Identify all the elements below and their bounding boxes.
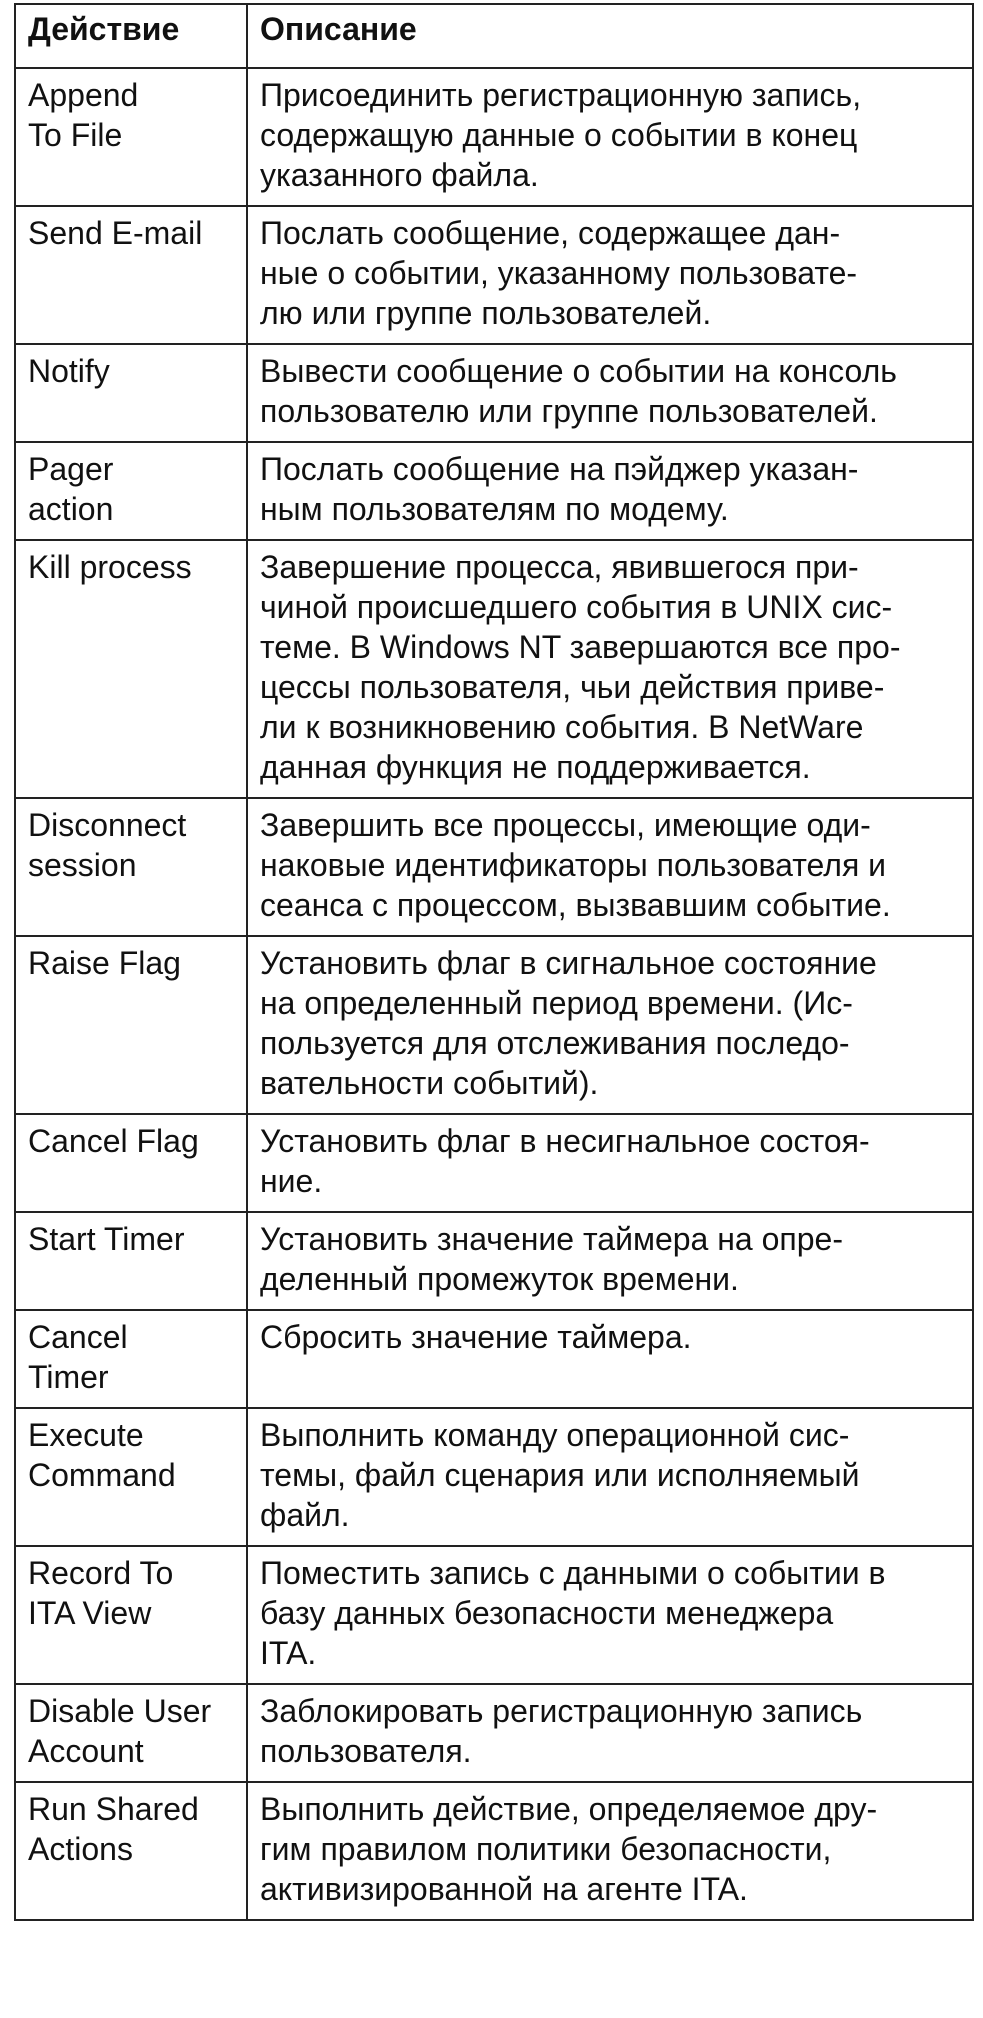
description-cell <box>247 1546 973 1684</box>
action-cell <box>15 344 247 442</box>
description-cell <box>247 936 973 1114</box>
description-line: Вывести сообщение о событии на консоль <box>260 353 897 389</box>
action-name-line: Cancel Flag <box>28 1123 199 1159</box>
table-row <box>15 1782 973 1920</box>
action-name-line: Start Timer <box>28 1221 185 1257</box>
action-cell <box>15 798 247 936</box>
description-line: деленный промежуток времени. <box>260 1261 739 1297</box>
action-name-line: To File <box>28 117 123 153</box>
action-name-line: Kill process <box>28 549 192 585</box>
description-line: Установить флаг в несигнальное состоя- <box>260 1123 870 1159</box>
description-line: вательности событий). <box>260 1065 599 1101</box>
action-name-line: Send E-mail <box>28 215 203 251</box>
action-name-line: session <box>28 847 137 883</box>
description-cell <box>247 206 973 344</box>
action-cell <box>15 1684 247 1782</box>
description-line: ные о событии, указанному пользовате- <box>260 255 858 291</box>
description-line: гим правилом политики безопасности, <box>260 1831 832 1867</box>
description-line: пользуется для отслеживания последо- <box>260 1025 850 1061</box>
description-line: Установить флаг в сигнальное состояние <box>260 945 877 981</box>
description-line: данная функция не поддерживается. <box>260 749 811 785</box>
table-header-row <box>15 4 973 68</box>
description-line: Заблокировать регистрационную запись <box>260 1693 863 1729</box>
header-action: Действие <box>15 4 247 68</box>
table-row <box>15 206 973 344</box>
description-cell <box>247 798 973 936</box>
table-row <box>15 1684 973 1782</box>
description-line: базу данных безопасности менеджера <box>260 1595 834 1631</box>
table-row <box>15 1310 973 1408</box>
actions-table <box>14 3 974 1921</box>
table-row <box>15 68 973 206</box>
action-name-line: Command <box>28 1457 176 1493</box>
action-cell <box>15 540 247 798</box>
description-line: чиной происшедшего события в UNIX сис- <box>260 589 893 625</box>
description-line: лю или группе пользователей. <box>260 295 712 331</box>
description-line: Установить значение таймера на опре- <box>260 1221 843 1257</box>
description-cell <box>247 442 973 540</box>
action-cell <box>15 1114 247 1212</box>
description-cell <box>247 1114 973 1212</box>
description-cell <box>247 1782 973 1920</box>
table-row <box>15 936 973 1114</box>
description-line: наковые идентификаторы пользователя и <box>260 847 887 883</box>
description-line: указанного файла. <box>260 157 539 193</box>
action-name-line: Disconnect <box>28 807 187 843</box>
action-name-line: Execute <box>28 1417 144 1453</box>
description-line: Сбросить значение таймера. <box>260 1319 692 1355</box>
description-line: Завершить все процессы, имеющие оди- <box>260 807 871 843</box>
description-line: Послать сообщение на пэйджер указан- <box>260 451 859 487</box>
table-row <box>15 344 973 442</box>
action-name-line: Append <box>28 77 139 113</box>
description-line: активизированной на агенте ITA. <box>260 1871 748 1907</box>
action-cell <box>15 1212 247 1310</box>
table-row <box>15 540 973 798</box>
table-row <box>15 798 973 936</box>
description-line: на определенный период времени. (Ис- <box>260 985 853 1021</box>
header-description: Описание <box>247 4 973 68</box>
description-line: ли к возникновению события. В NetWare <box>260 709 864 745</box>
description-line: ITA. <box>260 1635 317 1671</box>
description-line: Завершение процесса, явившегося при- <box>260 549 859 585</box>
description-line: Выполнить действие, определяемое дру- <box>260 1791 878 1827</box>
description-line: пользователя. <box>260 1733 472 1769</box>
action-cell <box>15 1310 247 1408</box>
action-name-line: Disable User <box>28 1693 212 1729</box>
table-row <box>15 1212 973 1310</box>
action-name-line: Pager <box>28 451 114 487</box>
description-line: Выполнить команду операционной сис- <box>260 1417 850 1453</box>
description-line: темы, файл сценария или исполняемый <box>260 1457 860 1493</box>
description-line: Присоединить регистрационную запись, <box>260 77 862 113</box>
description-cell <box>247 1408 973 1546</box>
table-row <box>15 442 973 540</box>
action-cell <box>15 1782 247 1920</box>
description-cell <box>247 344 973 442</box>
description-cell <box>247 540 973 798</box>
table-row <box>15 1546 973 1684</box>
action-name-line: Account <box>28 1733 144 1769</box>
action-cell <box>15 1546 247 1684</box>
action-cell <box>15 1408 247 1546</box>
action-cell <box>15 442 247 540</box>
action-name-line: Timer <box>28 1359 109 1395</box>
description-line: ным пользователям по модему. <box>260 491 729 527</box>
table-row <box>15 1408 973 1546</box>
description-line: содержащую данные о событии в конец <box>260 117 858 153</box>
action-cell <box>15 68 247 206</box>
action-name-line: Raise Flag <box>28 945 181 981</box>
description-cell <box>247 68 973 206</box>
table-body <box>15 68 973 1920</box>
description-line: Послать сообщение, содержащее дан- <box>260 215 841 251</box>
description-line: файл. <box>260 1497 350 1533</box>
action-name-line: Cancel <box>28 1319 128 1355</box>
description-line: пользователю или группе пользователей. <box>260 393 878 429</box>
description-line: теме. В Windows NT завершаются все про- <box>260 629 901 665</box>
action-cell <box>15 206 247 344</box>
action-name-line: ITA View <box>28 1595 152 1631</box>
description-cell <box>247 1310 973 1408</box>
action-name-line: Notify <box>28 353 110 389</box>
table-row <box>15 1114 973 1212</box>
description-line: Поместить запись с данными о событии в <box>260 1555 886 1591</box>
action-name-line: Record To <box>28 1555 174 1591</box>
action-name-line: Actions <box>28 1831 133 1867</box>
action-name-line: action <box>28 491 114 527</box>
description-line: цессы пользователя, чьи действия приве- <box>260 669 885 705</box>
description-line: сеанса с процессом, вызвавшим событие. <box>260 887 891 923</box>
description-line: ние. <box>260 1163 323 1199</box>
actions-table-container <box>14 3 972 1921</box>
description-cell <box>247 1684 973 1782</box>
description-cell <box>247 1212 973 1310</box>
action-name-line: Run Shared <box>28 1791 199 1827</box>
action-cell <box>15 936 247 1114</box>
